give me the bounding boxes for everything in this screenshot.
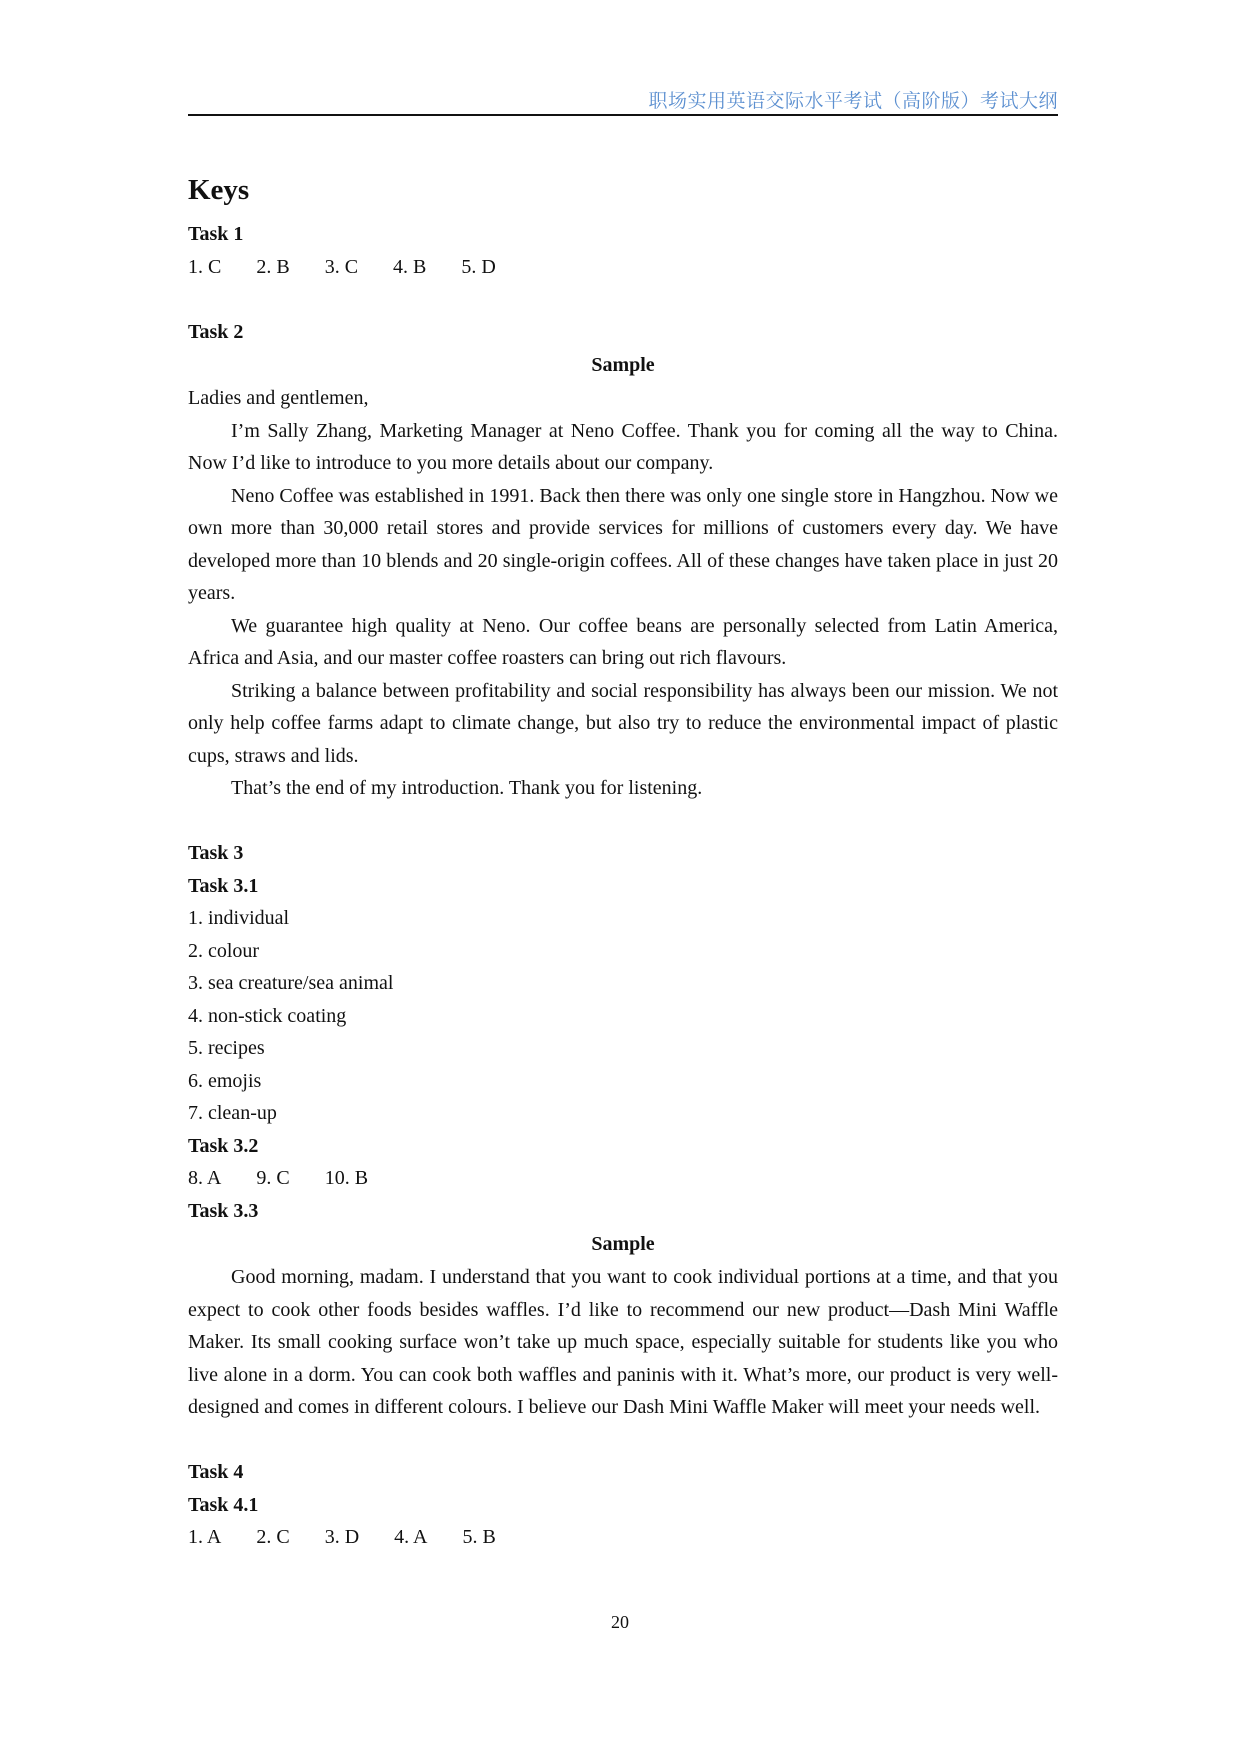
task1-answers: [188, 251, 1058, 284]
page-content: [188, 160, 1058, 1554]
answer: 5. recipes: [188, 1037, 265, 1059]
page-number: 20: [611, 1612, 629, 1632]
header-rule: [188, 114, 1058, 116]
paragraph: Neno Coffee was established in 1991. Back then there was only one single store in Hangzhou. Now we own more than 30,000 retail stores and provide services for millions of customers every day. We have developed more than 10 blends and 20 single-origin coffees. All of these changes have taken place in just 20 years.: [188, 484, 1058, 604]
task3-3-title: Task 3.3: [188, 1199, 259, 1222]
answer: 4. B: [393, 255, 427, 278]
task3-1-title: Task 3.1: [188, 874, 259, 897]
answer: 3. D: [324, 1526, 360, 1548]
task2-title: Task 2: [188, 320, 244, 343]
answer: 1. individual: [188, 907, 290, 929]
paragraph: Striking a balance between profitability and social responsibility has always been our mission. We not only help coffee farms adapt to climate change, but also try to reduce the environmental impact of plastic cups, straws and lids.: [188, 679, 1058, 767]
task4-title: Task 4: [188, 1461, 244, 1483]
answer: 3. sea creature/sea animal: [188, 972, 394, 994]
answer: 2. colour: [188, 939, 260, 962]
paragraph: We guarantee high quality at Neno. Our coffee beans are personally selected from Latin America, Africa and Asia, and our master coffee roasters can bring out rich flavours.: [188, 614, 1058, 669]
answer: 1. A: [188, 1526, 222, 1548]
task3-2-title: Task 3.2: [188, 1134, 259, 1157]
answer: 5. D: [461, 255, 496, 278]
running-header: [188, 86, 1058, 116]
answer: 2. C: [256, 1526, 290, 1548]
task3-title: Task 3: [188, 842, 244, 864]
answer: 5. B: [462, 1526, 496, 1548]
page-heading: Keys: [188, 174, 250, 206]
task4-1-answers: [188, 1521, 1058, 1554]
answer: 6. emojis: [188, 1069, 262, 1092]
answer: 8. A: [188, 1167, 222, 1189]
answer: 4. non-stick coating: [188, 1004, 347, 1027]
header-title: 职场实用英语交际水平考试（高阶版）考试大纲: [648, 90, 1058, 112]
task1-title: Task 1: [188, 223, 244, 245]
answer: 3. C: [324, 255, 359, 278]
paragraph: I’m Sally Zhang, Marketing Manager at Neno Coffee. Thank you for coming all the way to China. Now I’d like to introduce to you more details about our company.: [188, 419, 1058, 474]
answer: 9. C: [256, 1167, 290, 1189]
task4-1-title: Task 4.1: [188, 1493, 259, 1516]
answer: 7. clean-up: [188, 1102, 277, 1124]
paragraph: That’s the end of my introduction. Thank you for listening.: [231, 777, 703, 799]
sample-title: Sample: [591, 354, 655, 376]
sample-title: Sample: [591, 1233, 655, 1255]
task3-2-answers: [188, 1162, 1058, 1195]
answer: 2. B: [256, 255, 290, 278]
answer: 4. A: [394, 1526, 428, 1548]
salutation: Ladies and gentlemen,: [188, 387, 369, 409]
paragraph: Good morning, madam. I understand that you want to cook individual portions at a time, and that you expect to cook other foods besides waffles. I’d like to recommend our new product—Dash Mini Waffle Maker. Its small cooking surface won’t take up much space, especially suitable for students like you who live alone in a dorm. You can cook both waffles and paninis with it. What’s more, our product is very well-designed and comes in different colours. I believe our Dash Mini Waffle Maker will meet your needs well.: [188, 1266, 1058, 1418]
answer: 1. C: [188, 255, 222, 278]
answer: 10. B: [324, 1167, 369, 1189]
